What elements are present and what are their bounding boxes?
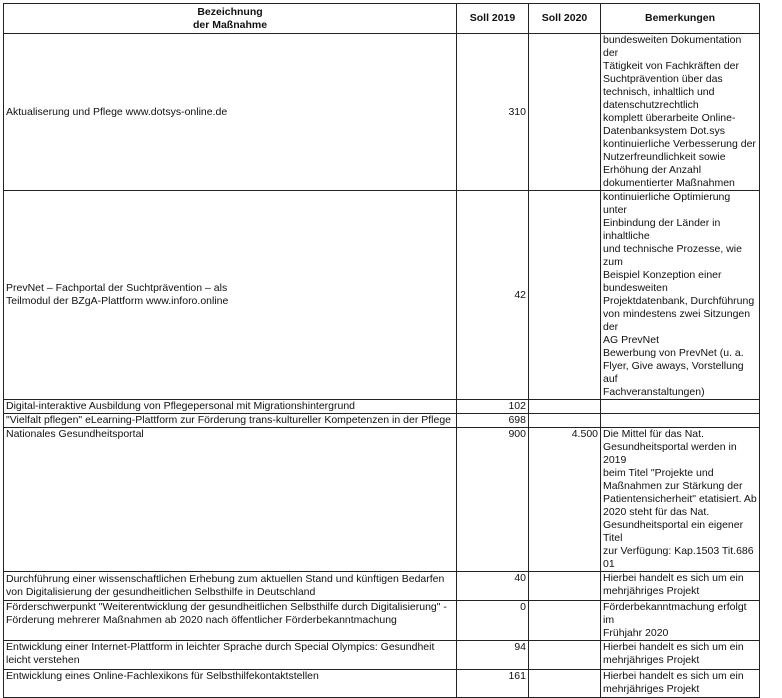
- table-row: [4, 601, 760, 641]
- row-remarks: Förderbekanntmachung erfolgt im Frühjahr 2020: [601, 601, 760, 641]
- row-soll-2019: 698: [457, 414, 529, 428]
- table-row: [4, 400, 760, 414]
- row-soll-2020: [529, 34, 601, 191]
- row-soll-2020: [529, 191, 601, 400]
- row-soll-2020: 4.500: [529, 428, 601, 572]
- row-remarks: Hierbei handelt es sich um ein mehrjähriges Projekt: [601, 670, 760, 698]
- row-soll-2019: 310: [457, 34, 529, 191]
- row-soll-2020: [529, 601, 601, 641]
- row-name: Entwicklung einer Internet-Plattform in leichter Sprache durch Special Olympics: Gesundheit leicht verstehen: [4, 641, 457, 670]
- table-row: [4, 572, 760, 601]
- row-name: Aktualiserung und Pflege www.dotsys-online.de: [4, 34, 457, 191]
- row-remarks: bundesweiten Dokumentation der Tätigkeit von Fachkräften der Suchtprävention über das technisch, inhaltlich und datenschutzrechtlich komplett überarbeite Online- Datenbanksystem Dot.sys kontinuierliche Verbesserung der Nutzerfreundlichkeit sowie Erhöhung der Anzahl dokumentierter Maßnahmen: [601, 34, 760, 191]
- header-soll-2020: Soll 2020: [529, 4, 601, 34]
- row-soll-2019: 102: [457, 400, 529, 414]
- row-soll-2019: 94: [457, 641, 529, 670]
- row-remarks: [601, 400, 760, 414]
- row-name: "Vielfalt pflegen" eLearning-Plattform zur Förderung trans-kultureller Kompetenzen in der Pflege: [4, 414, 457, 428]
- row-soll-2020: [529, 414, 601, 428]
- row-name: Förderschwerpunkt "Weiterentwicklung der gesundheitlichen Selbsthilfe durch Digitalisierung" - Förderung mehrerer Maßnahmen ab 2020 nach öffentlicher Förderbekanntmachung: [4, 601, 457, 641]
- row-soll-2020: [529, 572, 601, 601]
- row-name: Digital-interaktive Ausbildung von Pflegepersonal mit Migrationshintergrund: [4, 400, 457, 414]
- row-name: PrevNet – Fachportal der Suchtprävention – als Teilmodul der BZgA-Plattform www.inforo.online: [4, 191, 457, 400]
- row-soll-2020: [529, 641, 601, 670]
- row-soll-2019: 900: [457, 428, 529, 572]
- row-remarks: Hierbei handelt es sich um ein mehrjähriges Projekt: [601, 572, 760, 601]
- header-row: [4, 4, 760, 34]
- table-row: [4, 670, 760, 698]
- table-row: [4, 428, 760, 572]
- measures-table: [3, 3, 760, 698]
- header-soll-2019: Soll 2019: [457, 4, 529, 34]
- row-name: Nationales Gesundheitsportal: [4, 428, 457, 572]
- table-row: [4, 191, 760, 400]
- row-soll-2019: 161: [457, 670, 529, 698]
- table-row: [4, 414, 760, 428]
- table-row: [4, 34, 760, 191]
- row-remarks: Hierbei handelt es sich um ein mehrjähriges Projekt: [601, 641, 760, 670]
- header-name: Bezeichnung der Maßnahme: [4, 4, 457, 34]
- row-remarks: [601, 414, 760, 428]
- row-remarks: kontinuierliche Optimierung unter Einbindung der Länder in inhaltliche und technische Prozesse, wie zum Beispiel Konzeption einer bundesweiten Projektdatenbank, Durchführung von mindestens zwei Sitzungen der AG PrevNet Bewerbung von PrevNet (u. a. Flyer, Give aways, Vorstellung auf Fachveranstaltungen): [601, 191, 760, 400]
- row-name: Entwicklung eines Online-Fachlexikons für Selbsthilfekontaktstellen: [4, 670, 457, 698]
- row-remarks: Die Mittel für das Nat. Gesundheitsportal werden in 2019 beim Titel "Projekte und Maßnahmen zur Stärkung der Patientensicherheit" etatisiert. Ab 2020 steht für das Nat. Gesundheitsportal ein eigener Titel zur Verfügung: Kap.1503 Tit.686 01: [601, 428, 760, 572]
- row-soll-2020: [529, 400, 601, 414]
- row-soll-2019: 42: [457, 191, 529, 400]
- header-remarks: Bemerkungen: [601, 4, 760, 34]
- row-name: Durchführung einer wissenschaftlichen Erhebung zum aktuellen Stand und künftigen Bedarfen von Digitalisierung der gesundheitlichen Selbsthilfe in Deutschland: [4, 572, 457, 601]
- row-soll-2019: 40: [457, 572, 529, 601]
- row-soll-2020: [529, 670, 601, 698]
- row-soll-2019: 0: [457, 601, 529, 641]
- table-row: [4, 641, 760, 670]
